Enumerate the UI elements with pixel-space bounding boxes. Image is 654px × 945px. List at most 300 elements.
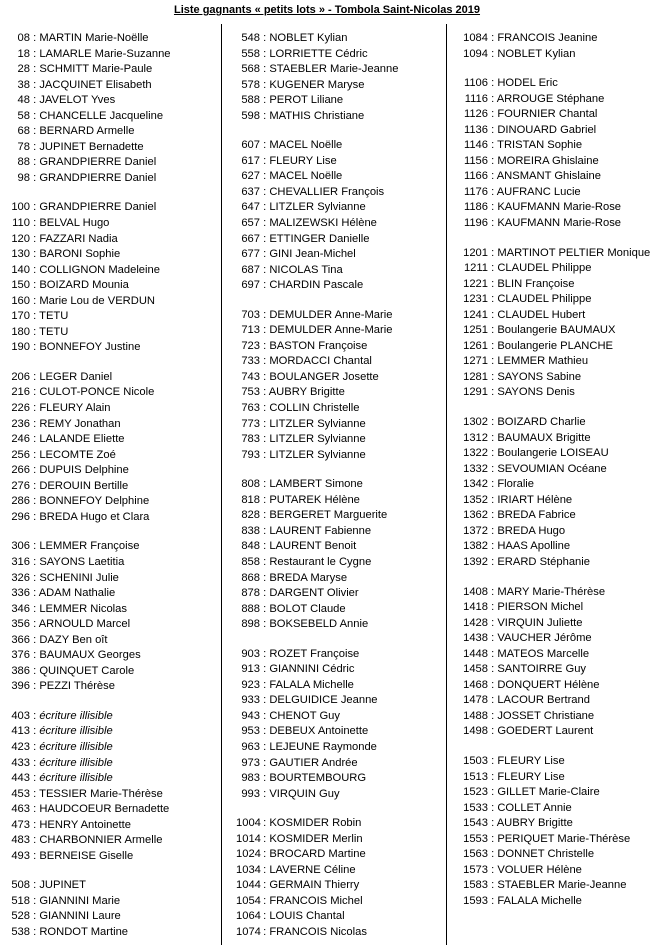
winner-row [236,724,436,740]
ticket-number: 963 [241,740,260,753]
separator-colon: : [488,632,498,645]
winner-row [462,555,652,571]
ticket-number: 1116 [464,92,488,105]
winner-name: FALALA Michelle [497,894,582,907]
separator-colon: : [30,370,40,383]
winner-name: AUFRANC Lucie [496,185,581,198]
winner-name: JOSSET Christiane [497,709,595,722]
separator-colon: : [488,663,498,676]
winner-row [236,247,436,263]
ticket-number: 1024 [236,848,261,861]
ticket-number: 923 [241,678,260,691]
ticket-number: 1352 [463,493,488,506]
separator-colon: : [30,417,40,430]
winner-row [10,771,215,787]
separator-colon: : [260,587,270,600]
winner-name: VIRQUIN Juliette [497,616,583,629]
winner-name: KUGENER Maryse [269,78,365,91]
winner-row [236,524,436,540]
ticket-number: 78 [17,140,30,153]
ticket-number: 1438 [463,632,488,645]
ticket-number: 1458 [463,663,488,676]
winner-row [462,246,652,262]
winner-name: LAURENT Fabienne [269,524,372,537]
winner-row [462,431,652,447]
separator-colon: : [30,109,40,122]
winner-name: LECOMTE Zoé [39,448,116,461]
ticket-number: 1211 [463,262,488,275]
ticket-number: 346 [11,602,30,615]
ticket-number: 316 [11,555,30,568]
ticket-number: 848 [241,540,260,553]
winner-row [236,385,436,401]
winner-name: ARNOULD Marcel [38,618,131,631]
column-divider [221,24,222,945]
ticket-number: 617 [241,154,260,167]
ticket-number: 160 [11,294,30,307]
winner-row [236,909,436,925]
separator-colon: : [260,925,270,938]
winner-name: CHEVALLIER François [269,185,385,198]
group-spacer [10,695,215,709]
winners-column-3 [462,31,652,909]
separator-colon: : [488,647,498,660]
ticket-number: 1513 [463,770,488,783]
separator-colon: : [488,47,498,60]
separator-colon: : [260,433,270,446]
winner-row [236,602,436,618]
separator-colon: : [30,433,40,446]
winner-row [10,448,215,464]
ticket-number: 1498 [463,725,488,738]
winner-row [462,277,652,293]
winner-name: MACEL Noëlle [269,170,343,183]
winner-name: FLEURY Lise [497,754,565,767]
winner-row [10,602,215,618]
winner-name: FLEURY Lise [269,154,337,167]
winner-row [462,647,652,663]
ticket-number: 1201 [463,246,488,259]
winner-name: LITZLER Sylvianne [269,201,366,214]
winner-name: COLLIGNON Madeleine [39,263,160,276]
separator-colon: : [30,571,40,584]
separator-colon: : [260,217,270,230]
winner-name: Boulangerie LOISEAU [497,447,609,460]
separator-colon: : [488,32,498,44]
winner-name: PEROT Liliane [269,94,344,107]
winner-row [462,847,652,863]
winner-row [236,878,436,894]
winner-name: BOKSEBELD Annie [269,618,369,631]
winner-row [236,109,436,125]
winner-name: MALIZEWSKI Hélène [269,217,377,230]
winner-name: MORDACCI Chantal [269,355,372,368]
separator-colon: : [488,694,498,707]
winner-name: écriture illisible [39,740,113,753]
ticket-number: 637 [241,185,260,198]
ticket-number: 858 [241,555,260,568]
ticket-number: 403 [11,709,30,722]
separator-colon: : [260,848,270,861]
separator-colon: : [260,63,270,76]
winner-row [462,169,652,185]
ticket-number: 216 [11,386,30,399]
separator-colon: : [488,725,498,738]
separator-colon: : [488,540,498,553]
winner-row [10,756,215,772]
winner-row [236,816,436,832]
separator-colon: : [260,94,270,107]
separator-colon: : [30,849,40,862]
ticket-number: 463 [11,803,30,816]
winner-name: CHARDIN Pascale [269,279,364,292]
separator-colon: : [260,78,270,91]
ticket-number: 838 [241,524,260,537]
winner-row [236,477,436,493]
winner-name: BOURTEMBOURG [269,772,367,785]
winner-row [236,709,436,725]
ticket-number: 903 [241,647,260,660]
separator-colon: : [30,618,39,631]
group-spacer [462,571,652,585]
separator-colon: : [260,555,270,568]
separator-colon: : [30,772,40,785]
separator-colon: : [260,324,270,337]
separator-colon: : [30,217,40,230]
separator-colon: : [30,834,40,847]
winner-row [236,756,436,772]
ticket-number: 868 [241,571,260,584]
separator-colon: : [260,185,270,198]
ticket-number: 423 [11,740,30,753]
winner-name: BELVAL Hugo [39,217,110,230]
winner-row [462,801,652,817]
separator-colon: : [260,756,270,769]
winner-row [236,832,436,848]
winner-name: CLAUDEL Philippe [497,293,592,306]
ticket-number: 1271 [463,355,488,368]
winner-name: LAURENT Benoit [269,540,357,553]
ticket-number: 1176 [463,185,488,198]
ticket-number: 1362 [463,509,488,522]
winner-name: DUPUIS Delphine [39,464,129,477]
winner-row [10,216,215,232]
ticket-number: 493 [11,849,30,862]
ticket-number: 913 [241,663,260,676]
ticket-number: 433 [11,756,30,769]
winner-row [236,323,436,339]
winner-name: BOIZARD Mounia [39,279,129,292]
winner-row [236,62,436,78]
ticket-number: 1573 [463,863,488,876]
separator-colon: : [30,279,40,292]
winner-name: SANTOIRRE Guy [497,663,587,676]
winner-row [10,724,215,740]
separator-colon: : [488,339,498,352]
ticket-number: 1231 [463,293,488,306]
ticket-number: 898 [241,618,260,631]
winner-row [462,709,652,725]
ticket-number: 1543 [463,817,488,830]
ticket-number: 170 [11,310,30,323]
winner-name: LITZLER Sylvianne [269,417,366,430]
winner-row [10,78,215,94]
winner-name: FLEURY Lise [497,770,565,783]
winner-row [236,771,436,787]
winner-row [462,539,652,555]
winner-name: GRANDPIERRE Daniel [39,201,157,214]
separator-colon: : [30,325,40,338]
separator-colon: : [30,171,40,184]
separator-colon: : [30,156,40,169]
winner-name: FRANCOIS Michel [269,894,363,907]
winner-row [462,415,652,431]
winner-name: LEMMER Mathieu [497,355,589,368]
separator-colon: : [30,587,39,600]
ticket-number: 100 [11,201,30,214]
separator-colon: : [260,678,270,691]
winner-row [462,832,652,848]
winner-name: CHANCELLE Jacqueline [39,109,164,122]
separator-colon: : [260,509,270,522]
winner-name: Floralie [497,478,535,491]
separator-colon: : [488,170,497,183]
ticket-number: 733 [241,355,260,368]
winner-name: CHENOT Guy [269,709,340,722]
separator-colon: : [30,894,40,907]
winner-row [462,894,652,910]
winner-name: BROCARD Martine [269,848,366,861]
separator-colon: : [30,787,40,800]
winner-name: SAYONS Laetitia [39,555,125,568]
winner-row [236,678,436,694]
separator-colon: : [488,154,498,167]
winner-row [10,278,215,294]
winner-row [10,833,215,849]
separator-colon: : [488,308,498,321]
winner-name: LAMARLE Marie-Suzanne [39,47,171,60]
winner-row [236,493,436,509]
ticket-number: 538 [11,925,30,938]
winner-row [462,154,652,170]
separator-colon: : [30,555,40,568]
winner-row [236,31,436,47]
winner-name: PUTAREK Hélène [269,493,360,506]
group-spacer [236,294,436,308]
ticket-number: 130 [11,248,30,261]
winner-row [10,818,215,834]
winner-name: FRANCOIS Nicolas [269,925,367,938]
separator-colon: : [488,108,498,121]
ticket-number: 808 [241,478,260,491]
winner-row [236,200,436,216]
separator-colon: : [260,386,269,399]
winner-row [462,47,652,63]
ticket-number: 1563 [463,848,488,861]
winner-row [236,78,436,94]
winner-name: GIANNINI Laure [39,910,121,923]
separator-colon: : [488,478,498,491]
ticket-number: 276 [11,479,30,492]
separator-colon: : [260,740,270,753]
ticket-number: 396 [11,680,30,693]
ticket-number: 518 [11,894,30,907]
winner-name: BLIN Françoise [497,277,575,290]
winner-row [236,740,436,756]
ticket-number: 356 [11,618,30,631]
winner-name: LALANDE Eliette [39,433,125,446]
ticket-number: 08 [17,32,30,44]
winner-name: DEMULDER Anne-Marie [269,324,393,337]
winner-row [462,678,652,694]
ticket-number: 1084 [463,32,488,44]
ticket-number: 68 [17,125,30,138]
winner-name: KAUFMANN Marie-Rose [497,201,622,214]
separator-colon: : [30,47,40,60]
ticket-number: 1448 [463,647,488,660]
separator-colon: : [260,232,270,245]
separator-colon: : [260,139,270,152]
winner-name: NICOLAS Tina [269,263,343,276]
separator-colon: : [488,262,498,275]
winner-row [462,524,652,540]
winner-row [236,693,436,709]
winner-name: PIERSON Michel [497,601,584,614]
separator-colon: : [30,510,40,523]
winner-name: BAUMAUX Georges [39,649,141,662]
winner-row [462,31,652,47]
winner-name: LEGER Daniel [39,370,113,383]
winner-name: TESSIER Marie-Thérèse [39,787,163,800]
winner-name: SCHMITT Marie-Paule [39,63,153,76]
winner-row [462,370,652,386]
separator-colon: : [260,370,270,383]
separator-colon: : [260,279,270,292]
ticket-number: 1166 [463,170,488,183]
ticket-number: 413 [11,725,30,738]
separator-colon: : [488,754,498,767]
ticket-number: 1004 [236,817,261,830]
ticket-number: 667 [241,232,260,245]
separator-colon: : [260,524,270,537]
group-spacer [236,633,436,647]
winner-name: GILLET Marie-Claire [497,786,600,799]
winner-name: ANSMANT Ghislaine [496,170,601,183]
ticket-number: 38 [17,78,30,91]
separator-colon: : [30,602,40,615]
separator-colon: : [260,709,270,722]
winner-name: CHARBONNIER Armelle [39,834,163,847]
separator-colon: : [30,386,40,399]
ticket-number: 266 [11,464,30,477]
group-spacer [462,62,652,76]
winner-row [236,662,436,678]
ticket-number: 743 [241,370,260,383]
winner-row [10,586,215,602]
separator-colon: : [488,77,498,90]
winner-name: SAYONS Denis [497,386,575,399]
winner-name: KAUFMANN Marie-Rose [497,217,622,230]
winner-row [10,571,215,587]
winner-row [10,479,215,495]
ticket-number: 1503 [463,754,488,767]
ticket-number: 58 [17,109,30,122]
separator-colon: : [488,201,498,214]
winner-row [462,261,652,277]
separator-colon: : [260,879,270,892]
winner-name: STAEBLER Marie-Jeanne [269,63,399,76]
separator-colon: : [488,462,498,475]
winner-name: DONNET Christelle [497,848,595,861]
separator-colon: : [488,293,498,306]
separator-colon: : [260,263,270,276]
winner-name: LEMMER Nicolas [39,602,127,615]
ticket-number: 18 [17,47,30,60]
ticket-number: 953 [241,725,260,738]
winner-row [236,185,436,201]
separator-colon: : [488,832,498,845]
ticket-number: 1261 [463,339,488,352]
ticket-number: 588 [241,94,260,107]
ticket-number: 607 [241,139,260,152]
separator-colon: : [260,663,270,676]
separator-colon: : [488,879,498,892]
separator-colon: : [488,139,498,152]
winner-name: PEZZI Thérèse [39,680,115,693]
winner-name: FOURNIER Chantal [497,108,598,121]
winner-name: MATHIS Christiane [269,109,365,122]
ticket-number: 1418 [463,601,488,614]
group-spacer [236,124,436,138]
winner-name: écriture illisible [39,709,113,722]
separator-colon: : [260,201,270,214]
winner-row [10,494,215,510]
ticket-number: 386 [11,664,30,677]
separator-colon: : [260,339,270,352]
ticket-number: 1281 [463,370,488,383]
separator-colon: : [30,495,40,508]
winner-name: NOBLET Kylian [497,47,576,60]
ticket-number: 1523 [463,786,488,799]
separator-colon: : [260,863,270,876]
winner-row [462,138,652,154]
winner-name: LEJEUNE Raymonde [269,740,377,753]
winner-row [10,109,215,125]
winner-name: DEBEUX Antoinette [269,725,369,738]
separator-colon: : [488,92,497,105]
ticket-number: 983 [241,772,260,785]
separator-colon: : [488,493,498,506]
winner-name: CLAUDEL Philippe [497,262,592,275]
separator-colon: : [260,694,270,707]
ticket-number: 1468 [463,678,488,691]
winner-name: MOREIRA Ghislaine [497,154,599,167]
winner-row [462,107,652,123]
winner-name: CLAUDEL Hubert [497,308,586,321]
group-spacer [462,401,652,415]
winner-row [236,448,436,464]
winner-row [10,802,215,818]
ticket-number: 1533 [463,801,488,814]
winner-row [462,385,652,401]
separator-colon: : [488,585,498,598]
ticket-number: 793 [241,448,260,461]
ticket-number: 1064 [236,910,261,923]
winner-name: LITZLER Sylvianne [269,433,366,446]
separator-colon: : [30,78,40,91]
winner-row [236,787,436,803]
winner-row [10,232,215,248]
